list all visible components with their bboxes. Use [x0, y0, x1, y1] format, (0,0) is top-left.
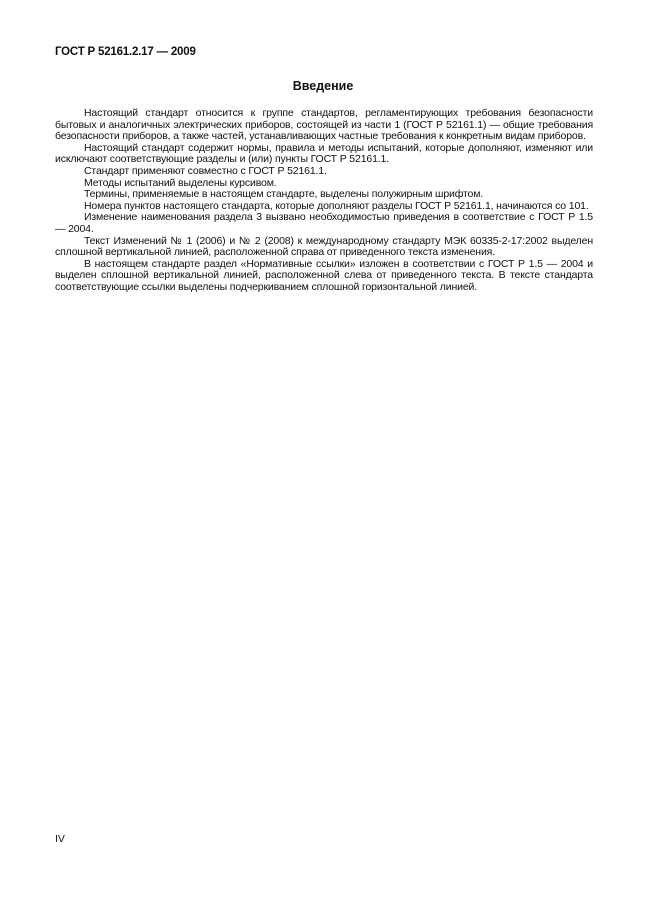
- paragraph: Номера пунктов настоящего стандарта, которые дополняют разделы ГОСТ Р 52161.1, начинаются со 101.: [84, 199, 589, 212]
- document-code-header: ГОСТ Р 52161.2.17 — 2009: [55, 46, 196, 58]
- paragraph: Текст Изменений № 1 (2006) и № 2 (2008) к международному стандарту МЭК 60335-2-17:2002 выделен сплошной вертикальной линией, расположенной справа от приведенного текста изменения.: [55, 234, 593, 259]
- section-title: Введение: [292, 79, 354, 93]
- paragraph: Термины, применяемые в настоящем стандарте, выделены полужирным шрифтом.: [84, 188, 484, 201]
- paragraph: Настоящий стандарт относится к группе стандартов, регламентирующих требования безопасности бытовых и аналогичных электрических приборов, состоящей из части 1 (ГОСТ Р 52161.1) — общие требования безопасности приборов, а также частей, устанавливающих частные требования к конкретным видам приборов.: [55, 107, 593, 143]
- paragraph: В настоящем стандарте раздел «Нормативные ссылки» изложен в соответствии с ГОСТ Р 1.5 — 2004 и выделен сплошной вертикальной линией, расположенной слева от приведенного текста. В тексте стандарта соответствующие ссылки выделены подчеркиванием сплошной горизонтальной линией.: [55, 257, 593, 293]
- paragraph: Настоящий стандарт содержит нормы, правила и методы испытаний, которые дополняют, изменяют или исключают соответствующие разделы и (или) пункты ГОСТ Р 52161.1.: [55, 141, 593, 166]
- paragraph: Изменение наименования раздела 3 вызвано необходимостью приведения в соответствие с ГОСТ Р 1.5 — 2004.: [55, 211, 593, 235]
- introduction-body: [55, 108, 593, 294]
- paragraph: Стандарт применяют совместно с ГОСТ Р 52161.1.: [84, 164, 327, 177]
- paragraph: Методы испытаний выделены курсивом.: [84, 176, 277, 189]
- page-number: IV: [55, 833, 65, 845]
